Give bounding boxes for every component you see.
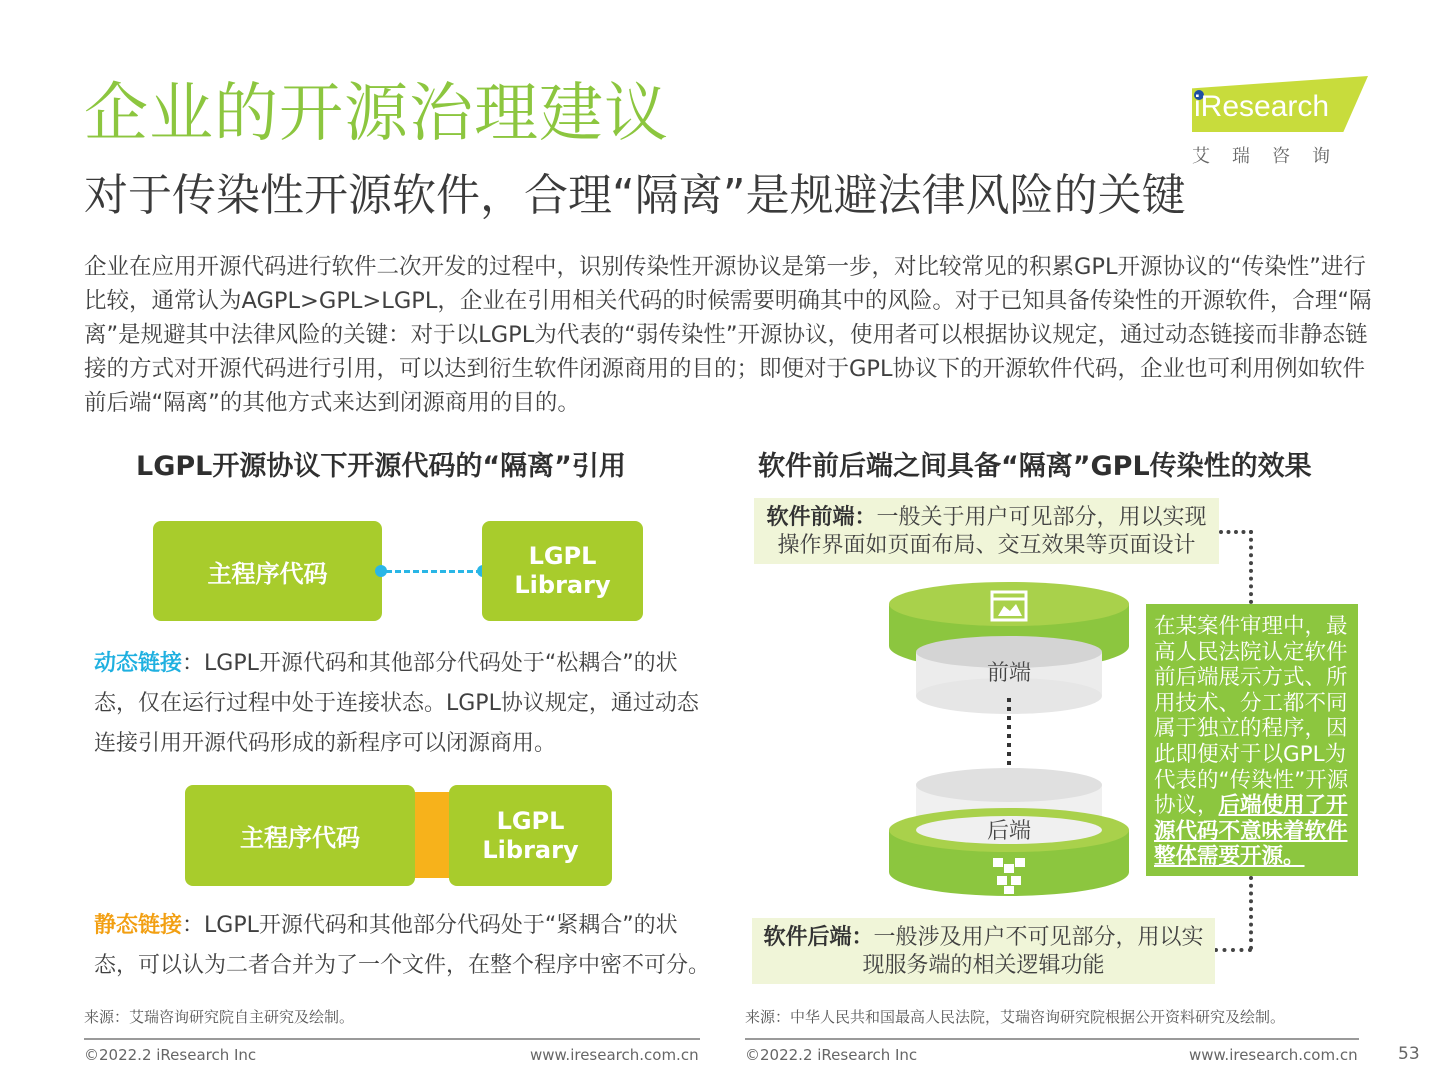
static-lgpl-library-box <box>449 785 612 886</box>
dynamic-link-line <box>386 570 482 573</box>
iresearch-logo <box>1188 76 1370 168</box>
right-source: 来源：中华人民共和国最高人民法院，艾瑞咨询研究院根据公开资料研究及绘制。 <box>745 1008 1286 1026</box>
front-connector-h <box>1219 530 1253 534</box>
static-link-text: ：LGPL开源代码和其他部分代码处于“紧耦合”的状态，可以认为二者合并为了一个文件，在整个程序中密不可分。 <box>94 913 711 978</box>
right-section-title: 软件前后端之间具备“隔离”GPL传染性的效果 <box>758 451 1312 482</box>
back-end-note-key: 软件后端： <box>763 925 874 950</box>
dynamic-lgpl-library-box <box>482 521 643 621</box>
dynamic-main-code-box <box>153 521 382 621</box>
dynamic-lib-label-2: Library <box>514 571 611 599</box>
static-main-code-box <box>185 785 415 886</box>
dynamic-lib-label-1: LGPL <box>528 542 597 571</box>
front-end-note <box>754 498 1219 564</box>
left-website-link[interactable]: www.iresearch.com.cn <box>530 1046 699 1064</box>
static-lib-label-1: LGPL <box>496 806 565 835</box>
back-end-note-text-2: 现服务端的相关逻辑功能 <box>862 953 1105 978</box>
dynamic-link-description <box>94 644 704 764</box>
back-end-note-text-1: 一般涉及用户不可见部分，用以实 <box>873 925 1204 950</box>
static-main-code-label: 主程序代码 <box>240 824 360 852</box>
front-end-note-key: 软件前端： <box>766 505 877 530</box>
left-section-title: LGPL开源协议下开源代码的“隔离”引用 <box>136 451 626 482</box>
intro-paragraph: 企业在应用开源代码进行软件二次开发的过程中，识别传染性开源协议是第一步，对比较常见的积累GPL开源协议的“传染性”进行比较，通常认为AGPL>GPL>LGPL，企业在引用相关代码的时候需要明确其中的风险。对于已知具备传染性的开源软件，合理“隔离”是规避其中法律风险的关键：对于以LGPL为代表的“弱传染性”开源协议，使用者可以根据协议规定，通过动态链接而非静态链接的方式对开源代码进行引用，可以达到衍生软件闭源商用的目的；即便对于GPL协议下的开源软件代码，企业也可利用例如软件前后端“隔离”的其他方式来达到闭源商用的目的。 <box>84 254 1372 416</box>
court-case-note <box>1146 604 1358 876</box>
static-link-description <box>94 906 714 986</box>
right-copyright: ©2022.2 iResearch Inc <box>745 1046 918 1064</box>
left-source: 来源：艾瑞咨询研究院自主研究及绘制。 <box>84 1008 355 1026</box>
left-copyright: ©2022.2 iResearch Inc <box>84 1046 257 1064</box>
court-case-emphasis: 后端使用了开源代码不意味着软件整体需要开源。 <box>1154 793 1348 870</box>
page-subtitle: 对于传染性开源软件，合理“隔离”是规避法律风险的关键 <box>84 170 1186 221</box>
front-end-note-text-2: 操作界面如页面布局、交互效果等页面设计 <box>777 533 1196 558</box>
dynamic-link-dot-left <box>375 565 387 577</box>
front-end-label: 前端 <box>986 661 1031 686</box>
static-lib-label-2: Library <box>482 835 579 864</box>
right-website-link[interactable]: www.iresearch.com.cn <box>1189 1046 1358 1064</box>
front-back-cylinder-diagram <box>886 580 1132 900</box>
front-connector-v <box>1249 530 1253 604</box>
dynamic-main-code-label: 主程序代码 <box>207 559 328 588</box>
court-case-text: 在某案件审理中，最高人民法院认定软件前后端展示方式、所用技术、分工都不同属于独立的程序，因此即便对于以GPL为代表的“传染性”开源协议， <box>1154 614 1349 819</box>
left-footer-divider <box>84 1038 700 1040</box>
page-number: 53 <box>1398 1044 1420 1064</box>
page-title: 企业的开源治理建议 <box>84 77 669 151</box>
logo-text: iResearch <box>1194 90 1330 123</box>
static-link-keyword: 静态链接 <box>94 913 183 938</box>
front-end-note-text-1: 一般关于用户可见部分，用以实现 <box>876 505 1207 530</box>
logo-cn-text: 艾瑞咨询 <box>1192 146 1352 167</box>
dynamic-link-keyword: 动态链接 <box>94 651 183 676</box>
back-connector-v <box>1249 876 1253 950</box>
static-link-joint <box>412 792 452 878</box>
back-connector-h <box>1214 948 1252 952</box>
right-footer-divider <box>745 1038 1359 1040</box>
dynamic-link-text: ：LGPL开源代码和其他部分代码处于“松耦合”的状态，仅在运行过程中处于连接状态。LGPL协议规定，通过动态连接引用开源代码形成的新程序可以闭源商用。 <box>94 651 699 756</box>
back-end-label: 后端 <box>986 819 1031 844</box>
back-end-note <box>752 918 1215 984</box>
